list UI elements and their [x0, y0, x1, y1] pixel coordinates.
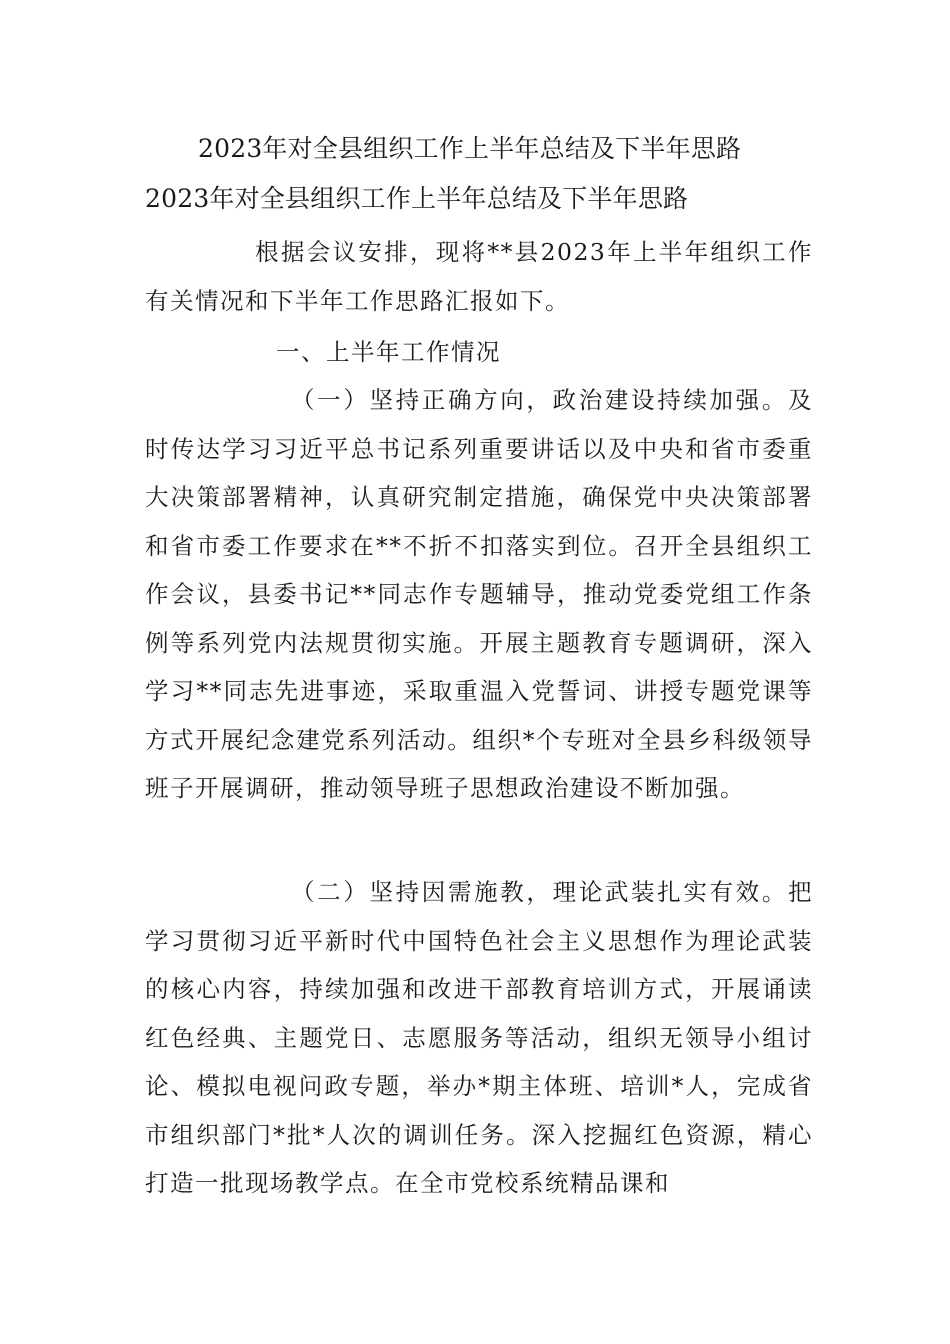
document-subtitle: 2023年对全县组织工作上半年总结及下半年思路 [145, 184, 689, 213]
document-title: 2023年对全县组织工作上半年总结及下半年思路 [198, 134, 742, 163]
section-heading: 一、上半年工作情况 [276, 338, 501, 366]
subsection-1-paragraph: （一）坚持正确方向，政治建设持续加强。及时传达学习习近平总书记系列重要讲话以及中央和省市委重大决策部署精神，认真研究制定措施，确保党中央决策部署和省市委工作要求在**不折不扣落实到位。召开全县组织工作会议，县委书记**同志作专题辅导，推动党委党组工作条例等系列党内法规贯彻实施。开展主题教育专题调研，深入学习**同志先进事迹，采取重温入党誓词、讲授专题党课等方式开展纪念建党系列活动。组织*个专班对全县乡科级领导班子开展调研，推动领导班子思想政治建设不断加强。 [145, 386, 813, 802]
intro-paragraph: 根据会议安排，现将**县2023年上半年组织工作有关情况和下半年工作思路汇报如下。 [145, 238, 813, 315]
subsection-2-paragraph: （二）坚持因需施教，理论武装扎实有效。把学习贯彻习近平新时代中国特色社会主义思想作为理论武装的核心内容，持续加强和改进干部教育培训方式，开展诵读红色经典、主题党日、志愿服务等活动，组织无领导小组讨论、模拟电视问政专题，举办*期主体班、培训*人，完成省市组织部门*批*人次的调训任务。深入挖掘红色资源，精心打造一批现场教学点。在全市党校系统精品课和 [145, 878, 813, 1197]
